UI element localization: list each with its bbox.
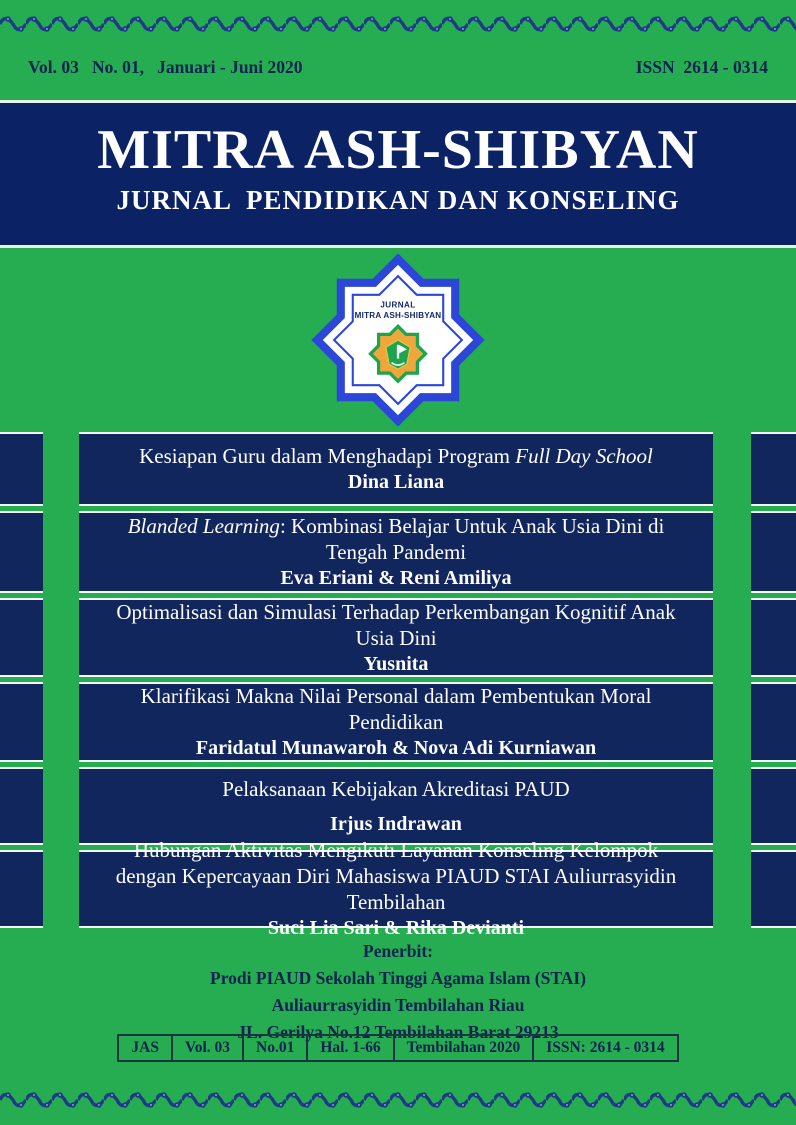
- article-title: Hubungan Aktivitas Mengikuti Layanan Konseling Kelompok dengan Kepercayaan Diri Mahasiswa PIAUD STAI Auliurrasyidin Tembilahan: [115, 838, 677, 914]
- left-edge-tab: [0, 511, 43, 593]
- left-edge-tab: [0, 432, 43, 506]
- right-edge-tab: [751, 511, 796, 593]
- article-box: [79, 767, 713, 845]
- article-title: Blanded Learning: Kombinasi Belajar Untuk Anak Usia Dini di Tengah Pandemi: [127, 514, 665, 564]
- article-title: Pelaksanaan Kebijakan Akreditasi PAUD: [222, 776, 570, 801]
- article-box: [79, 432, 713, 506]
- logo-area: [0, 248, 796, 432]
- article-authors: Suci Lia Sari & Rika Devianti: [267, 917, 525, 939]
- ornamental-border-top: [0, 12, 796, 36]
- article-list: [0, 432, 796, 939]
- article-title: Klarifikasi Makna Nilai Personal dalam Pembentukan Moral Pendidikan: [140, 684, 652, 734]
- article-title: Kesiapan Guru dalam Menghadapi Program Full Day School: [139, 444, 653, 468]
- publisher-line: JL. Gerilya No.12 Tembilahan Barat 29213: [237, 1022, 559, 1042]
- article-box: [79, 598, 713, 677]
- info-cell-pages: Hal. 1-66: [307, 1035, 393, 1061]
- article-title: Optimalisasi dan Simulasi Terhadap Perkembangan Kognitif Anak Usia Dini: [116, 599, 676, 650]
- info-cell-issn: ISSN: 2614 - 0314: [533, 1035, 677, 1061]
- publisher-block: [0, 938, 796, 1046]
- article-authors: Eva Eriani & Reni Amiliya: [280, 567, 512, 589]
- article-row: [0, 838, 796, 939]
- right-edge-tab: [751, 432, 796, 506]
- article-authors: Irjus Indrawan: [330, 812, 462, 835]
- article-authors: Dina Liana: [347, 471, 445, 493]
- journal-title: MITRA ASH-SHIBYAN: [97, 119, 699, 181]
- article-row: [0, 767, 796, 845]
- journal-subtitle: JURNAL PENDIDIKAN DAN KONSELING: [116, 185, 680, 215]
- right-edge-tab: [751, 850, 796, 928]
- article-row: [0, 682, 796, 762]
- left-edge-tab: [0, 767, 43, 845]
- article-row: [0, 432, 796, 506]
- right-edge-tab: [751, 767, 796, 845]
- logo-text-line2: MITRA ASH-SHIBYAN: [354, 311, 442, 321]
- left-edge-tab: [0, 682, 43, 762]
- footer-info-table: [117, 1034, 678, 1062]
- info-cell-volume: Vol. 03: [172, 1035, 243, 1061]
- footer-info-table-wrap: [0, 1034, 796, 1062]
- publisher-line: Auliaurrasyidin Tembilahan Riau: [271, 995, 525, 1015]
- issn-text: ISSN 2614 - 0314: [635, 56, 768, 77]
- article-row: [0, 511, 796, 593]
- article-authors: Faridatul Munawaroh & Nova Adi Kurniawan: [195, 737, 597, 759]
- left-edge-tab: [0, 850, 43, 928]
- info-cell-jas: JAS: [118, 1035, 172, 1061]
- logo-text-line1: JURNAL: [380, 300, 416, 310]
- emblem-icon: [370, 326, 425, 381]
- header-row: [0, 52, 796, 82]
- info-cell-place-year: Tembilahan 2020: [394, 1035, 534, 1061]
- info-cell-number: No.01: [243, 1035, 307, 1061]
- article-box: [79, 682, 713, 762]
- article-box: [79, 838, 713, 939]
- left-edge-tab: [0, 598, 43, 677]
- right-edge-tab: [751, 598, 796, 677]
- journal-logo-icon: [309, 251, 487, 429]
- ornamental-border-bottom: [0, 1088, 796, 1112]
- publisher-label: Penerbit:: [363, 941, 433, 961]
- article-authors: Yusnita: [363, 652, 429, 675]
- right-edge-tab: [751, 682, 796, 762]
- volume-issue-text: Vol. 03 No. 01, Januari - Juni 2020: [28, 56, 303, 77]
- masthead-band: [0, 100, 796, 248]
- publisher-line: Prodi PIAUD Sekolah Tinggi Agama Islam (STAI): [210, 968, 586, 988]
- article-row: [0, 598, 796, 677]
- article-box: [79, 511, 713, 593]
